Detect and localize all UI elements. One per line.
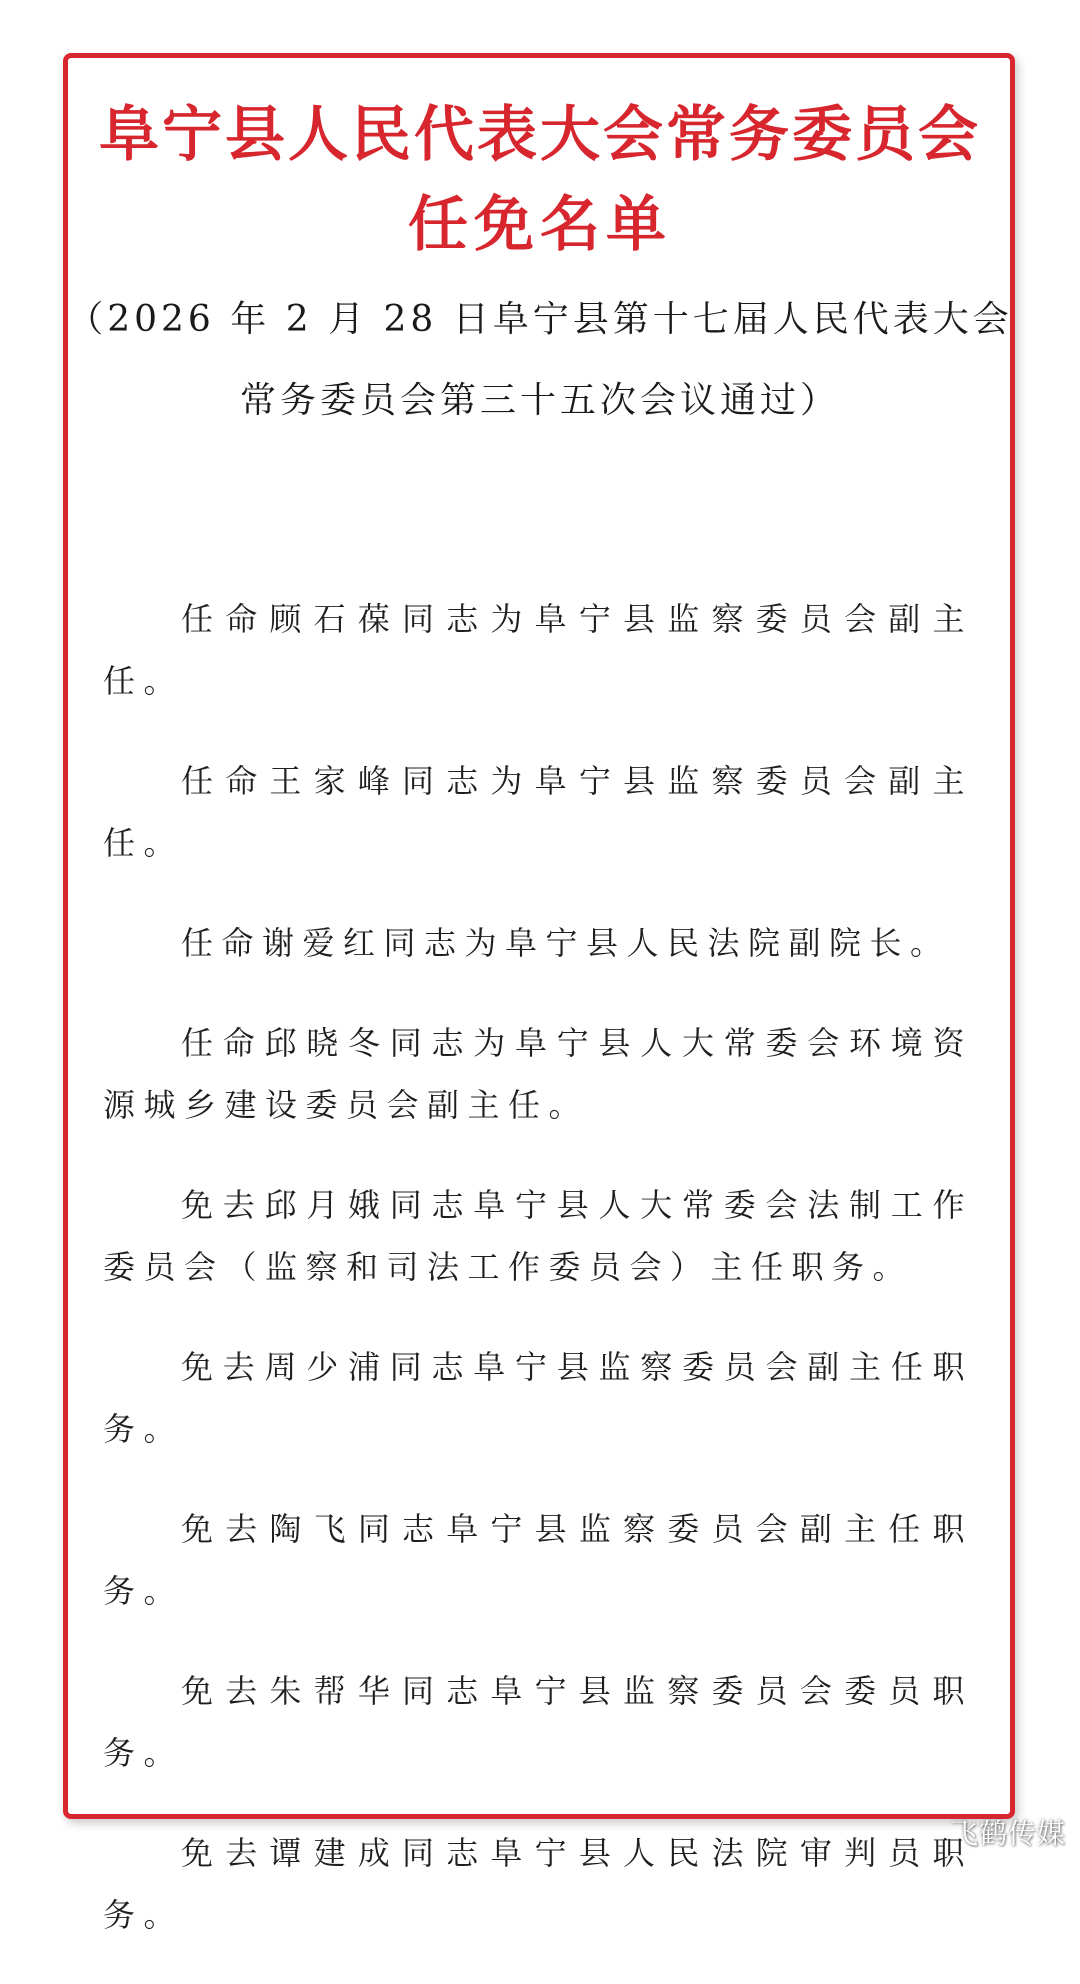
meeting-note-line1: （2026 年 2 月 28 日阜宁县第十七届人民代表大会 <box>67 299 1013 340</box>
appointment-list <box>103 588 973 1984</box>
document-title-line2: 任免名单 <box>408 190 672 260</box>
removal-item: 免去朱帮华同志阜宁县监察委员会委员职务。 <box>103 1672 973 1772</box>
appointment-item: 任命顾石葆同志为阜宁县监察委员会副主任。 <box>103 600 973 700</box>
appointment-item: 任命邱晓冬同志为阜宁县人大常委会环境资源城乡建设委员会副主任。 <box>103 1024 973 1124</box>
appointment-item: 任命王家峰同志为阜宁县监察委员会副主任。 <box>103 762 973 862</box>
removal-item: 免去陶飞同志阜宁县监察委员会副主任职务。 <box>103 1510 973 1610</box>
meeting-note-line2: 常务委员会第三十五次会议通过） <box>239 380 840 421</box>
removal-item: 免去谭建成同志阜宁县人民法院审判员职务。 <box>103 1834 973 1934</box>
document-title-line1: 阜宁县人民代表大会常务委员会 <box>99 100 981 170</box>
removal-item: 免去周少浦同志阜宁县监察委员会副主任职务。 <box>103 1348 973 1448</box>
appointment-item: 任命谢爱红同志为阜宁县人民法院副院长。 <box>181 924 951 962</box>
watermark-text: 飞鹤传媒 <box>949 1817 1066 1850</box>
removal-item: 免去邱月娥同志阜宁县人大常委会法制工作委员会（监察和司法工作委员会）主任职务。 <box>103 1186 973 1286</box>
